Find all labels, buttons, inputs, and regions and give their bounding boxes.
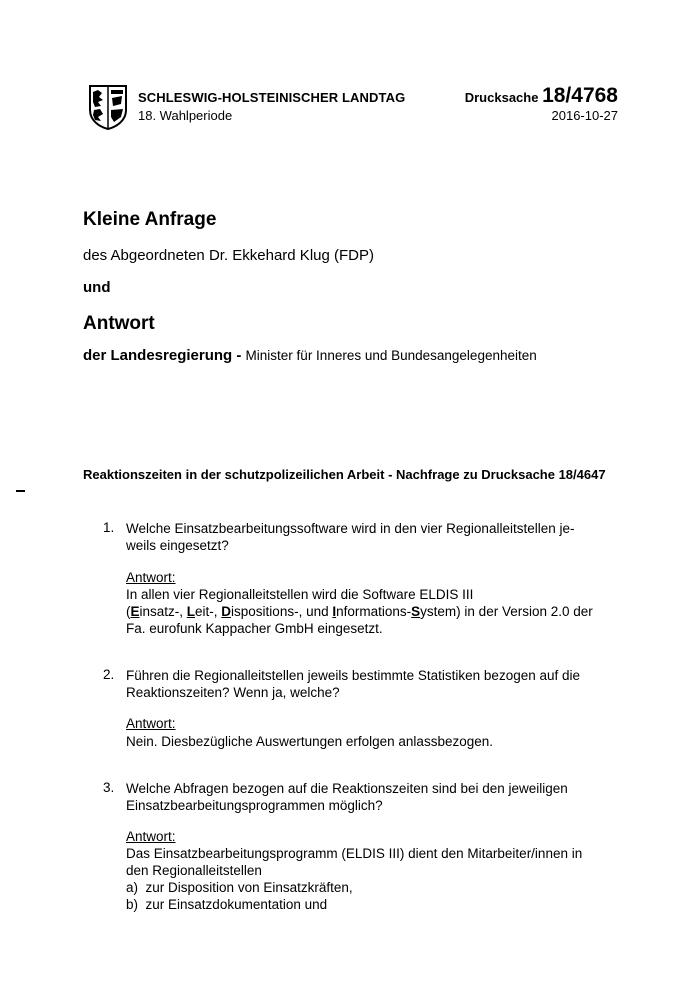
answer-text: Das Einsatzbearbeitungsprogramm (ELDIS III) dient den Mitarbeiter/innen in den Regionalleitstellen bbox=[126, 846, 583, 878]
heading-kleine-anfrage: Kleine Anfrage bbox=[83, 209, 217, 230]
question-text: Führen die Regionalleitstellen jeweils bestimmte Statistiken bezogen auf die Reaktionszeiten? Wenn ja, welche? bbox=[126, 668, 581, 700]
question-text: Welche Einsatzbearbeitungssoftware wird in den vier Regionalleitstellen je- weils eingesetzt? bbox=[126, 521, 575, 553]
author-line: des Abgeordneten Dr. Ekkehard Klug (FDP) bbox=[83, 247, 374, 264]
und-line: und bbox=[83, 279, 111, 296]
question-number: 1. bbox=[103, 520, 115, 535]
document-number bbox=[465, 84, 618, 108]
government-line bbox=[83, 347, 537, 364]
minister-name: Minister für Inneres und Bundesangelegenheiten bbox=[245, 348, 537, 363]
answer-text: In allen vier Regionalleitstellen wird die Software ELDIS III (Einsatz-, Leit-, Dispositions-, und Informations-System) in der Version 2.0 der Fa. eurofunk Kappacher GmbH eingesetzt. bbox=[126, 586, 626, 637]
heading-antwort: Antwort bbox=[83, 313, 155, 334]
margin-dash bbox=[16, 490, 25, 492]
question-number: 3. bbox=[103, 780, 115, 795]
question-text: Welche Abfragen bezogen auf die Reaktionszeiten sind bei den jeweiligen Einsatzbearbeitungsprogrammen möglich? bbox=[126, 781, 568, 813]
document-number-value: 18/4768 bbox=[542, 84, 618, 107]
question-number: 2. bbox=[103, 667, 115, 682]
answer-label: Antwort: bbox=[126, 570, 176, 585]
government-label: der Landesregierung - bbox=[83, 347, 242, 364]
eldis-expansion: (Einsatz-, Leit-, Dispositions-, und Informations-System) in der Version 2.0 der bbox=[126, 604, 593, 619]
coat-of-arms-icon bbox=[88, 84, 128, 130]
list-item: a) zur Disposition von Einsatzkräften, bbox=[126, 880, 353, 895]
answer-text: Nein. Diesbezügliche Auswertungen erfolgen anlassbezogen. bbox=[126, 734, 493, 749]
legislative-period: 18. Wahlperiode bbox=[138, 108, 233, 123]
answer-label: Antwort: bbox=[126, 829, 176, 844]
document-number-label: Drucksache bbox=[464, 90, 539, 105]
document-date: 2016-10-27 bbox=[551, 108, 618, 123]
answer-label: Antwort: bbox=[126, 716, 176, 731]
subject-heading: Reaktionszeiten in der schutzpolizeilichen Arbeit - Nachfrage zu Drucksache 18/4647 bbox=[83, 467, 606, 482]
parliament-name: SCHLESWIG-HOLSTEINISCHER LANDTAG bbox=[138, 90, 406, 105]
list-item: b) zur Einsatzdokumentation und bbox=[126, 897, 328, 912]
